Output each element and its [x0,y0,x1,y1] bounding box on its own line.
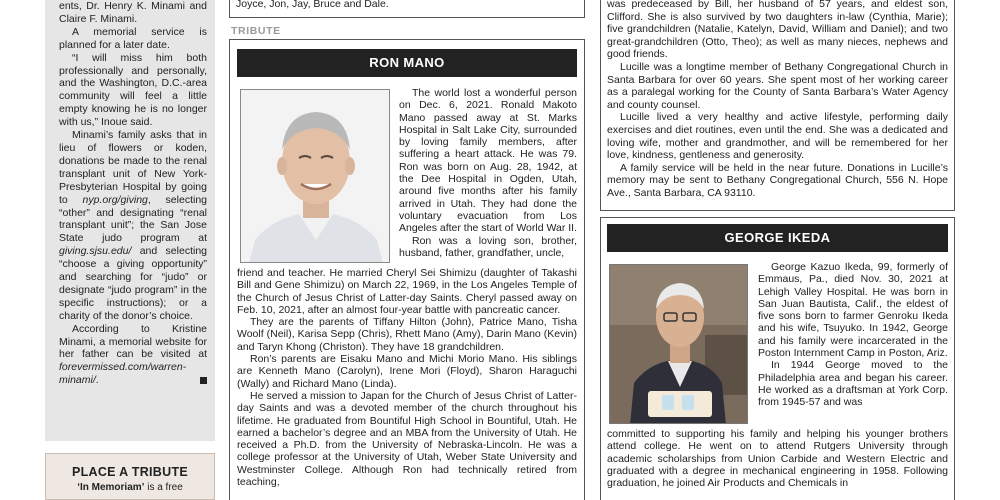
left-paragraph-3: “I will miss him both professionally and personally, and the Washington, D.C.-area community will feel a little empty knowing he is no longer with us,” Inoue said. [59,51,207,129]
ron-paragraph-1: The world lost a wonderful person on Dec. 6, 2021. Ronald Makoto Mano passed away at St. Marks Hospital in Salt Lake City, surrounded by loving family members, after suffering a heart attack. He was 79. Ron was born on Aug. 28, 1942, at the Dee Hospital in Ogden, Utah, around five months after his family arrived in Utah. They had done the voluntary evacuation from Los Angeles after the start of World War II. [399,87,577,235]
previous-obituary-text: Joyce, Jon, Jay, Bruce and Dale. [236,0,389,10]
left-p5-text-a: According to Kristine Minami, a memorial website for her father can be visited at [59,322,207,361]
ron-paragraph-3: They are the parents of Tiffany Hilton (John), Patrice Mano, Tisha Woolf (Neil), Karisa Sepp (Chris), Rhett Mano (Amy), Darin Mano (Kevin) and Taryn Khong (Christon). They have 18 grandchildren. [237,316,577,353]
lucille-paragraph-4: A family service will be held in the near future. Donations in Lucille’s memory may be sent to Bethany Congregational Church, 556 N. Hope Ave., Santa Barbara, CA 93110. [607,161,948,199]
left-column-article [45,0,215,441]
nyp-giving-link[interactable]: nyp.org/giving [82,193,148,206]
george-paragraph-2-tail: committed to supporting his family and helping his younger brothers attend college. He went on to attend Rutgers University through academic scholarships from Union Carbide and Western Electric and graduated with a degree in mechanical engineering in 1958. Following graduation, he joined Air Products and Chemicals in [607,428,948,490]
ron-mano-tribute [229,39,585,500]
left-paragraph-5 [59,323,207,388]
ron-paragraph-2-tail: friend and teacher. He married Cheryl Sei Shimizu (daughter of Takashi Bill and Gene Shimizu) on March 22, 1969, in the Los Angeles Temple of the Church of Jesus Christ of Latter-day Saints. Cheryl passed away on Feb. 10, 2021, after an almost four-year battle with pancreatic cancer. [237,267,577,316]
section-label: TRIBUTE [231,25,281,37]
left-paragraph-4 [59,129,207,323]
portrait-image [610,265,748,424]
ron-paragraph-2-head: Ron was a loving son, brother, husband, father, grandfather, uncle, [399,234,577,259]
sjsu-giving-link[interactable]: giving.sjsu.edu/ [59,245,132,258]
left-p4-text-b: , selecting “other” and designating “renal transplant unit”; the San Jose State judo program at [59,193,207,245]
portrait-image [241,90,390,263]
place-tribute-subtitle [46,482,214,493]
left-p4-text-a: Minami’s family asks that in lieu of flowers or koden, donations be made to the renal transplant unit of New York-Presbyterian Hospital by going to [59,129,207,206]
memorial-website-link[interactable]: forevermissed.com/warren-minami/ [59,361,187,387]
place-tribute-subtitle-rest: is a free [144,482,183,493]
left-p4-text-c: and selecting “choose a giving opportunity” and searching for “judo” or designate “judo program” in the specific instructions); or a charity of the donor’s choice. [59,245,207,322]
in-memoriam-label: ‘In Memoriam’ [77,482,145,493]
lucille-obituary-continuation [600,0,955,211]
left-paragraph-2: A memorial service is planned for a later date. [59,25,207,51]
place-tribute-title: PLACE A TRIBUTE [71,465,189,479]
left-paragraph-1: ents, Dr. Henry K. Minami and Claire F. Minami. [59,0,207,25]
george-ikeda-obituary [600,217,955,500]
end-of-story-mark [200,377,207,384]
ron-paragraph-5: He served a mission to Japan for the Church of Jesus Christ of Latter-day Saints and was a devoted member of the church throughout his lifetime. He graduated from Bountiful High School in Bountiful, Utah. He earned a bachelor’s degree and an MBA from the University of Utah. He received a Ph.D. from the University of Nebraska-Lincoln. He was a college professor at the University of Utah, Weber State University and Westminster College. Although Ron had technically retired from teaching, [237,389,577,489]
lucille-paragraph-3: Lucille lived a very healthy and active lifestyle, performing daily exercises and diet routines, even until the end. She was a dedicated and loving wife, mother and grandmother, and will be remembered for her love, kindness, gentleness and generosity. [607,111,948,162]
place-tribute-box[interactable] [45,453,215,500]
ron-mano-body [237,267,577,488]
george-paragraph-2-head: In 1944 George moved to the Philadelphia area and began his career. He worked as a draftsman at York Corp. from 1945-57 and was [758,359,948,409]
george-ikeda-photo [609,264,748,424]
ron-paragraph-4: Ron’s parents are Eisaku Mano and Michi Morio Mano. His siblings are Kenneth Mano (Carolyn), Irene Mori (Floyd), Sharon Haraguchi (Wally) and Richard Mano (Linda). [237,353,577,390]
george-ikeda-body [607,428,948,489]
lucille-paragraph-1: was predeceased by Bill, her husband of 57 years, and eldest son, Clifford. She is also survived by two daughters in-law (Cynthia, Marie); five grandchildren (Natalie, Katelyn, David, William and Daniel); and two great-grandchildren (Otto, Theo); as well as many nieces, nephews and good friends. [607,0,948,61]
previous-obituary-fragment [229,0,585,18]
george-paragraph-1: George Kazuo Ikeda, 99, formerly of Emmaus, Pa., died Nov. 30, 2021 at Lehigh Valley Hospital. He was born in San Juan Bautista, Calif., the eldest of five sons born to farmer Genroku Ikeda and his wife, Tsuyuko. In 1942, George and his family were incarcerated in the Poston Internment Camp in Poston, Ariz. [758,261,948,360]
ron-mano-heading: RON MANO [237,49,577,77]
lucille-paragraph-2: Lucille was a longtime member of Bethany Congregational Church in Santa Barbara for over 60 years. She spent most of her working career as a paralegal working for the County of Santa Barbara’s Water Agency and county counsel. [607,60,948,111]
george-ikeda-heading: GEORGE IKEDA [607,224,948,252]
ron-mano-photo [240,89,390,263]
left-p5-text-b: . [95,374,99,387]
